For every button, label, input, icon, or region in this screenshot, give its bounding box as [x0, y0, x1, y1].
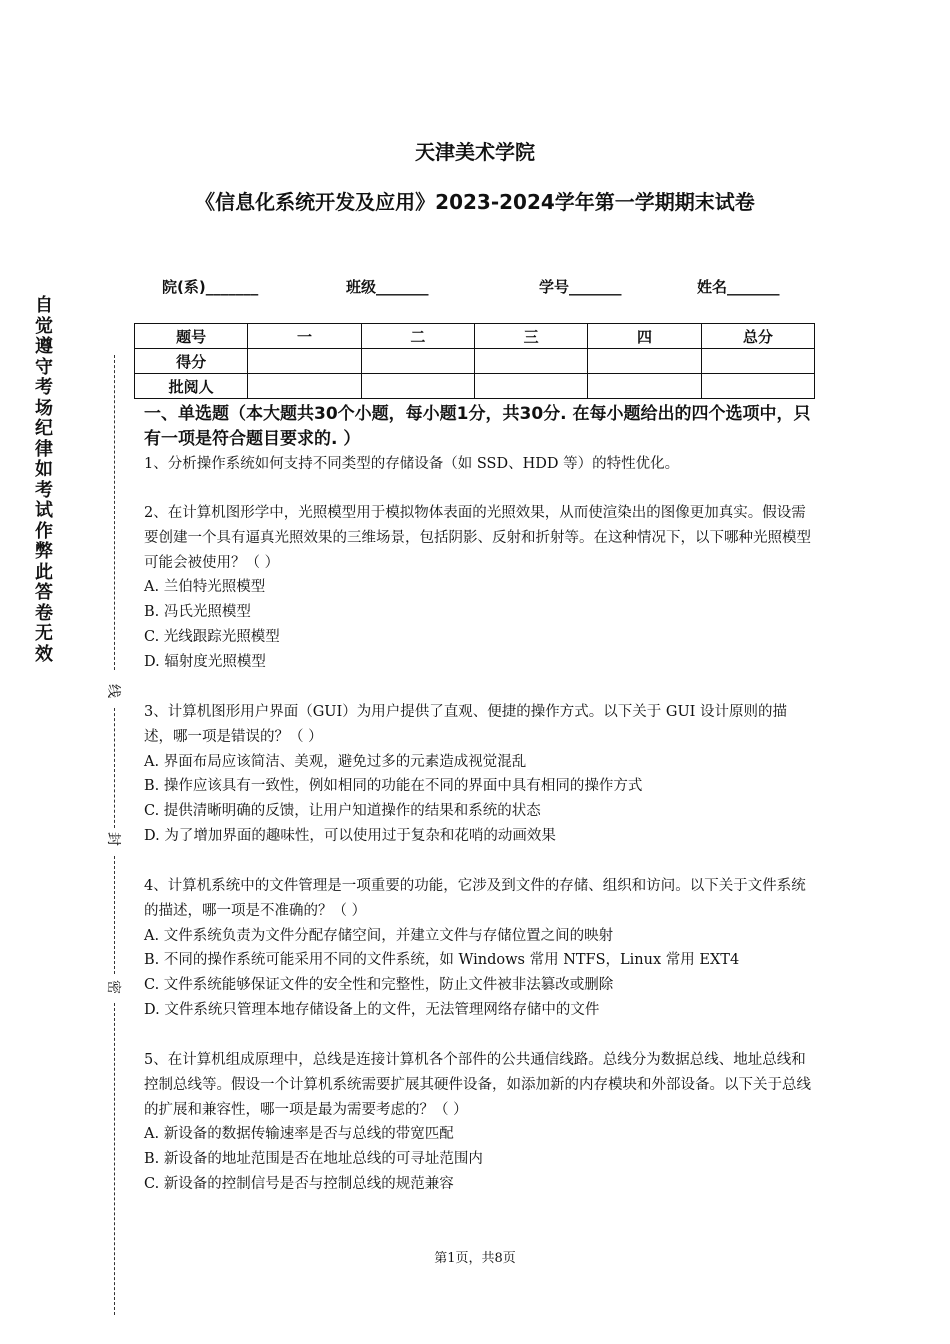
question-option: B. 新设备的地址范围是否在地址总线的可寻址范围内: [144, 1151, 483, 1168]
question-option: C. 光线跟踪光照模型: [144, 628, 280, 645]
question-option: D. 文件系统只管理本地存储设备上的文件，无法管理网络存储中的文件: [144, 1001, 600, 1018]
school-name: 天津美术学院: [415, 140, 535, 164]
grader-cell: [588, 374, 701, 399]
grader-cell: [361, 374, 474, 399]
department-field: 院(系)_______: [162, 278, 259, 296]
question-3: [144, 700, 814, 849]
exam-discipline-notice: 自觉遵守考场纪律如考试作弊此答卷无效: [35, 295, 53, 665]
score-table-header-cell: 总分: [701, 324, 814, 349]
binding-mark-line: 线: [105, 684, 121, 698]
question-stem: 2、在计算机图形学中，光照模型用于模拟物体表面的光照效果，从而使渲染出的图像更加真实。假设需要创建一个具有逼真光照效果的三维场景，包括阴影、反射和折射等。在这种情况下，以下哪种光照模型可能会被使用？（ ）: [144, 505, 811, 571]
score-table-header-cell: 三: [474, 324, 587, 349]
question-option: C. 文件系统能够保证文件的安全性和完整性，防止文件被非法篡改或删除: [144, 977, 614, 994]
question-stem: 4、计算机系统中的文件管理是一项重要的功能，它涉及到文件的存储、组织和访问。以下关于文件系统的描述，哪一项是不准确的？（ ）: [144, 878, 806, 919]
grader-row-label: 批阅人: [135, 374, 248, 399]
section-one-heading: 一、单选题（本大题共30个小题，每小题1分，共30分. 在每小题给出的四个选项中，只有一项是符合题目要求的. ）: [144, 404, 811, 449]
question-option: A. 文件系统负责为文件分配存储空间，并建立文件与存储位置之间的映射: [144, 927, 614, 944]
grader-cell: [474, 374, 587, 399]
question-option: A. 界面布局应该简洁、美观，避免过多的元素造成视觉混乱: [144, 753, 527, 770]
question-4: [144, 874, 814, 1023]
score-cell: [248, 349, 361, 374]
question-option: A. 新设备的数据传输速率是否与总线的带宽匹配: [144, 1126, 454, 1143]
score-row-label: 得分: [135, 349, 248, 374]
grader-cell: [701, 374, 814, 399]
page-number: 第1页，共8页: [434, 1251, 516, 1266]
question-option: B. 冯氏光照模型: [144, 604, 251, 621]
binding-dashed-line: [114, 708, 115, 828]
question-5: [144, 1048, 814, 1197]
question-stem: 5、在计算机组成原理中，总线是连接计算机各个部件的公共通信线路。总线分为数据总线、地址总线和控制总线等。假设一个计算机系统需要扩展其硬件设备，如添加新的内存模块和外部设备。以下关于总线的扩展和兼容性，哪一项是最为需要考虑的？（ ）: [144, 1052, 811, 1118]
binding-dashed-line: [114, 355, 115, 670]
score-table-grader-row: [135, 374, 815, 399]
score-table-score-row: [135, 349, 815, 374]
student-id-field: 学号_______: [539, 278, 622, 296]
question-2: [144, 501, 814, 675]
score-table-header-row: [135, 324, 815, 349]
score-table-header-cell: 四: [588, 324, 701, 349]
binding-mark-secret: 密: [105, 980, 121, 994]
name-field: 姓名_______: [697, 278, 780, 296]
question-1: [144, 452, 814, 477]
score-table-header-cell: 一: [248, 324, 361, 349]
question-stem: 1、分析操作系统如何支持不同类型的存储设备（如 SSD、HDD 等）的特性优化。: [144, 456, 680, 472]
score-cell: [474, 349, 587, 374]
grader-cell: [248, 374, 361, 399]
score-cell: [701, 349, 814, 374]
question-option: A. 兰伯特光照模型: [144, 579, 266, 596]
question-option: B. 不同的操作系统可能采用不同的文件系统，如 Windows 常用 NTFS，Linux 常用 EXT4: [144, 952, 740, 969]
question-option: B. 操作应该具有一致性，例如相同的功能在不同的界面中具有相同的操作方式: [144, 778, 643, 795]
class-field: 班级_______: [346, 278, 429, 296]
binding-dashed-line: [114, 856, 115, 974]
score-table: [134, 323, 815, 399]
score-table-header-cell: 题号: [135, 324, 248, 349]
question-option: D. 辐射度光照模型: [144, 653, 266, 670]
binding-dashed-line: [114, 1003, 115, 1315]
question-option: C. 新设备的控制信号是否与控制总线的规范兼容: [144, 1175, 454, 1192]
question-option: C. 提供清晰明确的反馈，让用户知道操作的结果和系统的状态: [144, 803, 541, 820]
question-stem: 3、计算机图形用户界面（GUI）为用户提供了直观、便捷的操作方式。以下关于 GUI 设计原则的描述，哪一项是错误的？（ ）: [144, 704, 788, 745]
question-option: D. 为了增加界面的趣味性，可以使用过于复杂和花哨的动画效果: [144, 827, 556, 844]
binding-mark-seal: 封: [105, 832, 121, 846]
score-cell: [588, 349, 701, 374]
score-table-header-cell: 二: [361, 324, 474, 349]
exam-title: 《信息化系统开发及应用》2023-2024学年第一学期期末试卷: [195, 190, 755, 214]
score-cell: [361, 349, 474, 374]
